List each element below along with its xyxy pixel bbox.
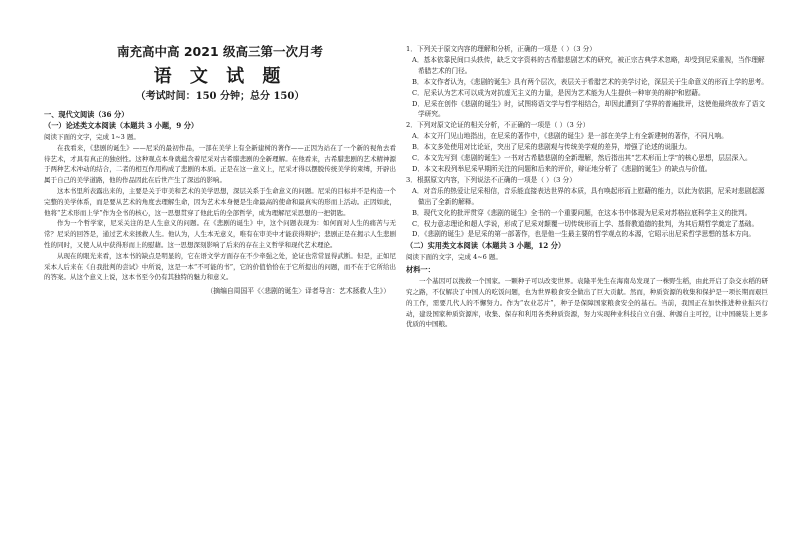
reading-instruction: 阅读下面的文字，完成 1~3 题。 bbox=[44, 133, 140, 141]
answer-option: D．本文末段列举尼采早期所关注的问题和后来的评价，辩证地分析了《悲剧的诞生》的缺点与价值。 bbox=[412, 164, 712, 173]
passage-paragraph: 从现在的眼光来看，这本书的缺点是明显的，它在语文学方面存在不少牵强之处，论证也常常显得武断。但是，正如尼采本人后来在《自我批判的尝试》中所说，这是一本“不可能的书”，它的价值恰恰在于它所提出的问题，而不在于它所给出的答案。从这个意义上说，这本书至今仍有其独特的魅力和意义。 bbox=[44, 251, 396, 282]
answer-option: A．基本依靠民间口头轶传，缺乏文字资料的古希腊悲剧艺术的研究，被正宗古典学术忽略，却受到尼采重视，当作理解希腊艺术的门径。 bbox=[412, 55, 765, 75]
answer-option: D．《悲剧的诞生》是尼采的第一部著作，也是他一生最主要的哲学观点的本源，它昭示出尼采哲学思想的基本方向。 bbox=[412, 230, 756, 239]
answer-option: D．尼采在创作《悲剧的诞生》时，试图将语文学与哲学相结合，却因此遭到了学界的普遍批评，这使他最终放弃了语文学研究。 bbox=[412, 99, 766, 119]
passage-paragraph: 这本书里所表露出来的，主要是关于审美和艺术的美学思想，深层关系于生命意义的问题。尼采的目标并不是构造一个完整的美学体系，而是要从艺术的角度去理解生命，因为艺术本身便是生命最高的使命和最真实的形而上活动。正因如此，他将“艺术形而上学”作为全书的核心，这一思想贯穿了他此后的全部哲学，成为理解尼采思想的一把钥匙。 bbox=[44, 186, 396, 217]
question-stem: 2．下列对原文论证的相关分析，不正确的一项是（ ）（3 分） bbox=[406, 121, 590, 130]
answer-option: C．本文先写到《悲剧的诞生》一书对古希腊悲剧的全新理解，然后指出其“艺术形而上学”的核心思想，层层深入。 bbox=[412, 154, 752, 163]
subsection-heading: （二）实用类文本阅读（本题共 3 小题，12 分） bbox=[406, 241, 566, 251]
passage-citation: （摘编自周国平《〈悲剧的诞生〉译者导言：艺术拯救人生》） bbox=[206, 287, 390, 296]
question-stem: 1．下列关于原文内容的理解和分析，正确的一项是（ ）（3 分） bbox=[406, 45, 596, 53]
exam-time-info: （考试时间：150 分钟；总分 150） bbox=[135, 91, 305, 102]
subsection-heading: （一）论述类文本阅读（本题共 3 小题，9 分） bbox=[44, 121, 199, 130]
passage-paragraph: 作为一个哲学家，尼采关注的是人生意义的问题。在《悲剧的诞生》中，这个问题表现为：如何面对人生的痛苦与无常？尼采的回答是，通过艺术来拯救人生。他认为，人生本无意义，唯有在审美中才能获得辩护；悲剧正是在揭示人生悲剧性的同时，又使人从中获得形而上的慰藉。这一思想深刻影响了后来的存在主义哲学和现代艺术理论。 bbox=[44, 219, 396, 249]
answer-option: B．本文多处使用对比论证，突出了尼采的悲剧观与传统美学观的差异，增强了论述的说服力。 bbox=[412, 143, 692, 152]
answer-option: B．现代文化的批评贯穿《悲剧的诞生》全书的一个重要问题，在这本书中体现为尼采对苏格拉底科学主义的批判。 bbox=[412, 208, 752, 217]
passage-paragraph: 在我看来，《悲剧的诞生》——尼采的最初作品，一部在美学上有全新建树的著作——正因为站在了一个新的视角去看待艺术，才具有真正的独创性。这种观点本身就蕴含着尼采对古希腊悲剧的全新理解。在他看来，古希腊悲剧的艺术精神源于两种艺术冲动的结合，二者的相互作用构成了悲剧的本质。正是在这一意义上，尼采才得以摆脱传统美学的束缚，开辟出属于自己的美学道路，他的作品因此在后世产生了深远的影响。 bbox=[44, 143, 396, 185]
material-paragraph: 一个基因可以挽救一个国家。一颗种子可以改变世界。袁隆平先生在海南岛发现了一株野生稻，由此开启了杂交水稻的研究之路，不仅解决了中国人的吃饭问题，也为世界粮食安全做出了巨大贡献。然而，种质资源的收集和保护是一项长期而艰巨的工作，需要几代人的不懈努力。作为“农业芯片”，种子是保障国家粮食安全的基石。当前，我国正在加快推进种业振兴行动，建设国家种质资源库，收集、保存和利用各类种质资源，努力实现种业科技自立自强、种源自主可控，让中国碗装上更多优质的中国粮。 bbox=[406, 277, 768, 329]
right-column bbox=[406, 44, 768, 330]
section-heading: 一、现代文阅读（36 分） bbox=[44, 110, 129, 119]
answer-option: A．对音乐的热爱让尼采相信，音乐能直接表达世界的本质，具有唤起形而上慰藉的能力，以此为依据，尼采对悲剧起源做出了全新的解释。 bbox=[412, 186, 765, 206]
answer-option: C．权力意志理论和超人学说，形成了尼采对颠覆一切传统形而上学、基督教道德的批判，为其后期哲学奠定了基础。 bbox=[412, 219, 759, 228]
material-label: 材料一： bbox=[406, 265, 435, 275]
question-stem: 3．根据原文内容，下列说法不正确的一项是（ ）（3 分） bbox=[406, 175, 576, 184]
exam-school-title: 南充高中高 2021 级高三第一次月考 bbox=[117, 44, 323, 59]
left-column bbox=[44, 44, 396, 297]
answer-option: B．本文作者认为，《悲剧的诞生》具有两个层次，表层关于希腊艺术的美学讨论，深层关于生命意义的形而上学的思考。 bbox=[412, 77, 768, 86]
exam-subject-title: 语 文 试 题 bbox=[153, 66, 287, 87]
reading-instruction: 阅读下面的文字，完成 4~6 题。 bbox=[406, 253, 502, 262]
answer-option: C．尼采认为艺术可以成为对抗虚无主义的力量，是因为艺术能为人生提供一种审美的辩护和慰藉。 bbox=[412, 88, 705, 97]
answer-option: A．本文开门见山地指出，在尼采的著作中，《悲剧的诞生》是一部在美学上有全新建树的著作，不同凡响。 bbox=[412, 132, 728, 141]
